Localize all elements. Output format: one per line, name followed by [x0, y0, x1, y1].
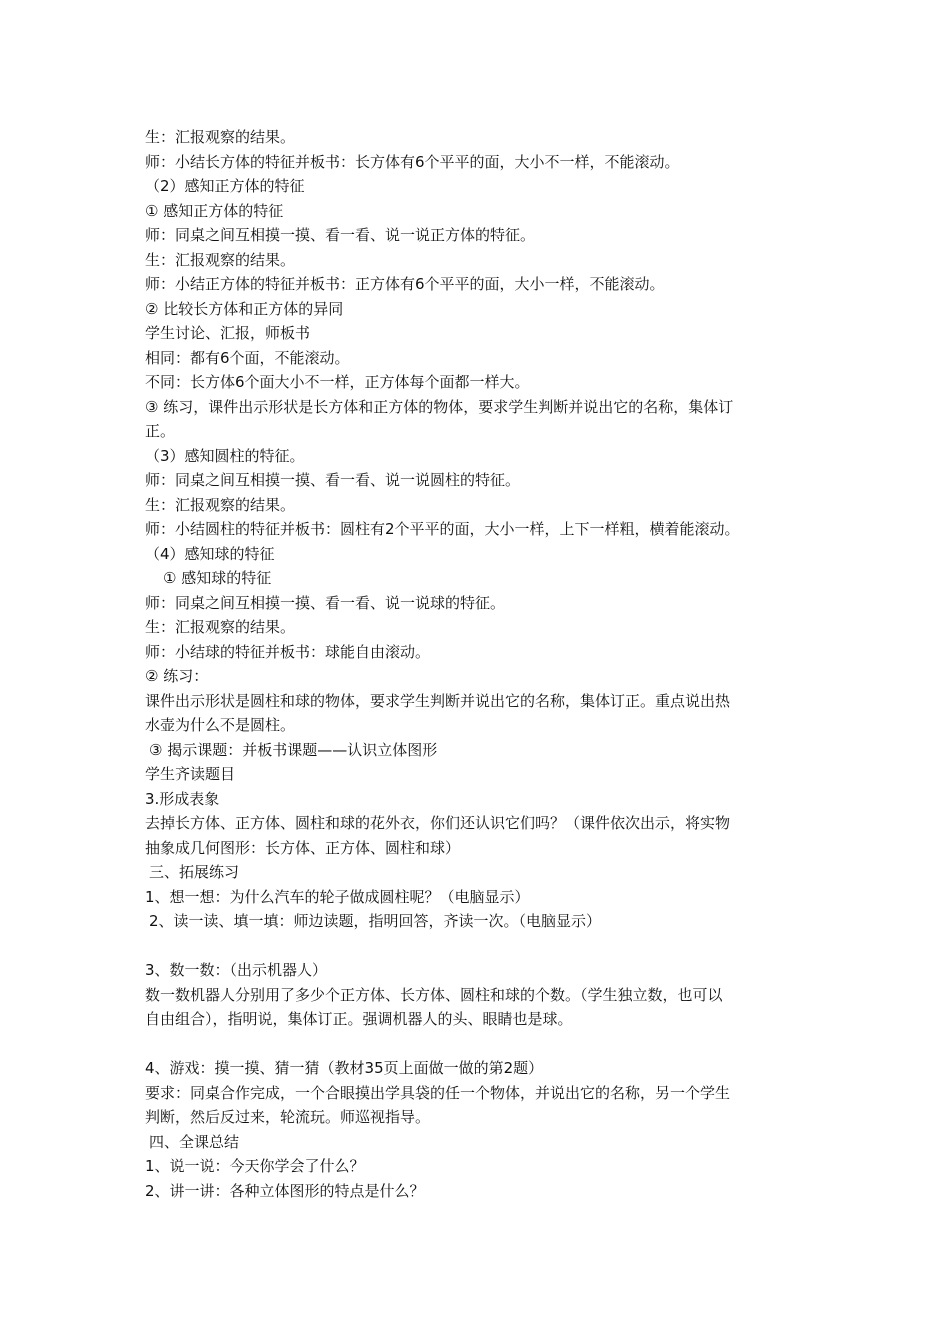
subsection-heading: ① 感知正方体的特征	[145, 201, 284, 220]
subsection-heading: ① 感知球的特征	[163, 569, 272, 587]
text-line: 要求：同桌合作完成，一个合眼摸出学具袋的任一个物体，并说出它的名称，另一个学生	[145, 1083, 731, 1102]
text-line: 课件出示形状是圆柱和球的物体，要求学生判断并说出它的名称，集体订正。重点说出热	[145, 691, 731, 710]
text-line: 不同：长方体6个面大小不一样，正方体每个面都一样大。	[145, 373, 530, 391]
text-line: 水壶为什么不是圆柱。	[145, 716, 296, 734]
blank-line	[145, 934, 825, 959]
text-line: 抽象成几何图形：长方体、正方体、圆柱和球）	[145, 838, 461, 857]
text-line: 师：小结圆柱的特征并板书：圆柱有2个平平的面，大小一样，上下一样粗，横着能滚动。	[145, 520, 740, 538]
text-line: 师：同桌之间互相摸一摸、看一看、说一说正方体的特征。	[145, 226, 536, 244]
text-line: 数一数机器人分别用了多少个正方体、长方体、圆柱和球的个数。（学生独立数，也可以	[145, 985, 723, 1004]
text-line: ③ 练习，课件出示形状是长方体和正方体的物体，要求学生判断并说出它的名称，集体订	[145, 397, 734, 416]
subsection-heading: ② 练习：	[145, 667, 209, 685]
section-heading: 四、全课总结	[149, 1132, 240, 1151]
text-line: 自由组合），指明说，集体订正。强调机器人的头、眼睛也是球。	[145, 1010, 573, 1028]
text-line: 师：同桌之间互相摸一摸、看一看、说一说圆柱的特征。	[145, 471, 521, 489]
subsection-heading: ③ 揭示课题：并板书课题——认识立体图形	[149, 740, 438, 759]
text-line: 师：同桌之间互相摸一摸、看一看、说一说球的特征。	[145, 593, 506, 612]
text-line: 去掉长方体、正方体、圆柱和球的花外衣，你们还认识它们吗？（课件依次出示，将实物	[145, 814, 731, 832]
section-heading: 3.形成表象	[145, 789, 220, 808]
section-heading: （3）感知圆柱的特征。	[145, 446, 305, 465]
text-line: 3、数一数：（出示机器人）	[145, 961, 328, 979]
section-heading: （4）感知球的特征	[145, 544, 275, 563]
text-line: 判断，然后反过来，轮流玩。师巡视指导。	[145, 1108, 431, 1126]
text-line: 1、说一说：今天你学会了什么？	[145, 1157, 365, 1175]
blank-line	[145, 1032, 825, 1057]
text-line: 生：汇报观察的结果。	[145, 495, 296, 514]
section-heading: 三、拓展练习	[149, 863, 240, 881]
text-line: 生：汇报观察的结果。	[145, 250, 296, 269]
text-line: 1、想一想：为什么汽车的轮子做成圆柱呢？（电脑显示）	[145, 887, 530, 906]
text-line: 师：小结长方体的特征并板书：长方体有6个平平的面，大小不一样，不能滚动。	[145, 152, 680, 171]
text-line: 2、读一读、填一填：师边读题，指明回答，齐读一次。（电脑显示）	[149, 912, 602, 930]
text-line: 生：汇报观察的结果。	[145, 128, 296, 146]
text-line: 师：小结正方体的特征并板书：正方体有6个平平的面，大小一样，不能滚动。	[145, 275, 665, 293]
subsection-heading: ② 比较长方体和正方体的异同	[145, 299, 344, 318]
text-line: 4、游戏：摸一摸、猜一猜（教材35页上面做一做的第2题）	[145, 1059, 544, 1077]
text-line: 学生讨论、汇报，师板书	[145, 324, 311, 342]
text-line: 学生齐读题目	[145, 765, 236, 783]
text-line: 相同：都有6个面，不能滚动。	[145, 348, 350, 367]
section-heading: （2）感知正方体的特征	[145, 177, 305, 195]
text-line: 师：小结球的特征并板书：球能自由滚动。	[145, 642, 431, 661]
text-line: 2、讲一讲：各种立体图形的特点是什么？	[145, 1181, 425, 1200]
text-line: 正。	[145, 422, 176, 440]
text-line: 生：汇报观察的结果。	[145, 618, 296, 636]
document-body	[145, 125, 825, 1203]
